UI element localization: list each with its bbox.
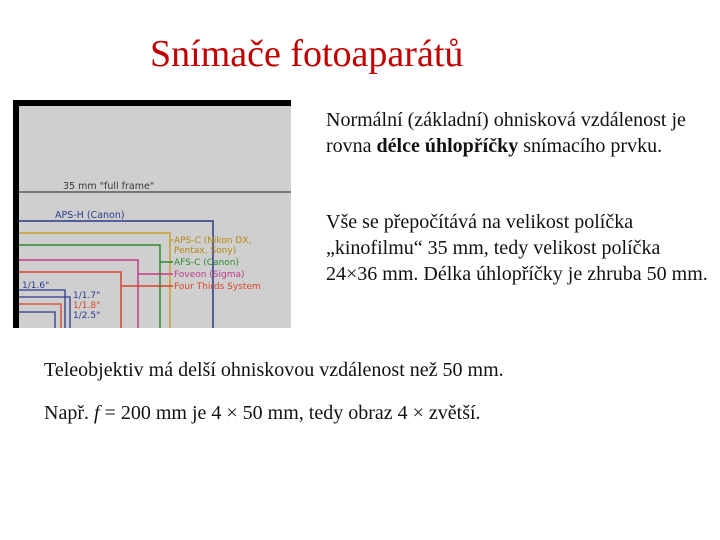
paragraph1-part1: Normální (základní) ohnisková vzdálenost je rovna	[326, 109, 686, 157]
paragraph1-bold: délce úhlopříčky	[376, 135, 519, 157]
example-variable: f	[93, 402, 100, 424]
slide-title: Snímače fotoaparátů	[150, 33, 464, 75]
example-suffix: = 200 mm je 4 × 50 mm, tedy obraz 4 × zvětší.	[99, 402, 481, 424]
label-aps-h: APS-H (Canon)	[55, 210, 125, 221]
label-foveon: Foveon (Sigma)	[174, 270, 245, 280]
paragraph-example	[44, 400, 704, 426]
label-four-thirds: Four Thirds System	[174, 282, 261, 292]
label-1-1-6: 1/1.6"	[22, 281, 50, 291]
label-1-2-5: 1/2.5"	[73, 311, 101, 321]
paragraph-35mm-conversion: Vše se přepočítává na velikost políčka „kinofilmu“ 35 mm, tedy velikost políčka 24×36 mm. Délka úhlopříčky je zhruba 50 mm.	[326, 211, 708, 285]
paragraph-telephoto: Teleobjektiv má delší ohniskovou vzdálenost než 50 mm.	[44, 359, 504, 381]
paragraph-normal-focal-length	[326, 107, 706, 159]
label-full-frame: 35 mm "full frame"	[63, 181, 155, 192]
sensor-size-diagram	[13, 100, 291, 328]
paragraph1-part2: snímacího prvku.	[518, 135, 663, 157]
example-prefix: Např.	[44, 402, 94, 424]
label-aps-c-nikon-2: Pentax, Sony)	[174, 246, 237, 256]
label-1-1-8: 1/1.8"	[73, 301, 101, 311]
label-1-1-7: 1/1.7"	[73, 291, 101, 301]
label-aps-c-nikon-1: APS-C (Nikon DX,	[174, 236, 252, 246]
label-aps-c-canon: AFS-C (Canon)	[174, 258, 240, 268]
